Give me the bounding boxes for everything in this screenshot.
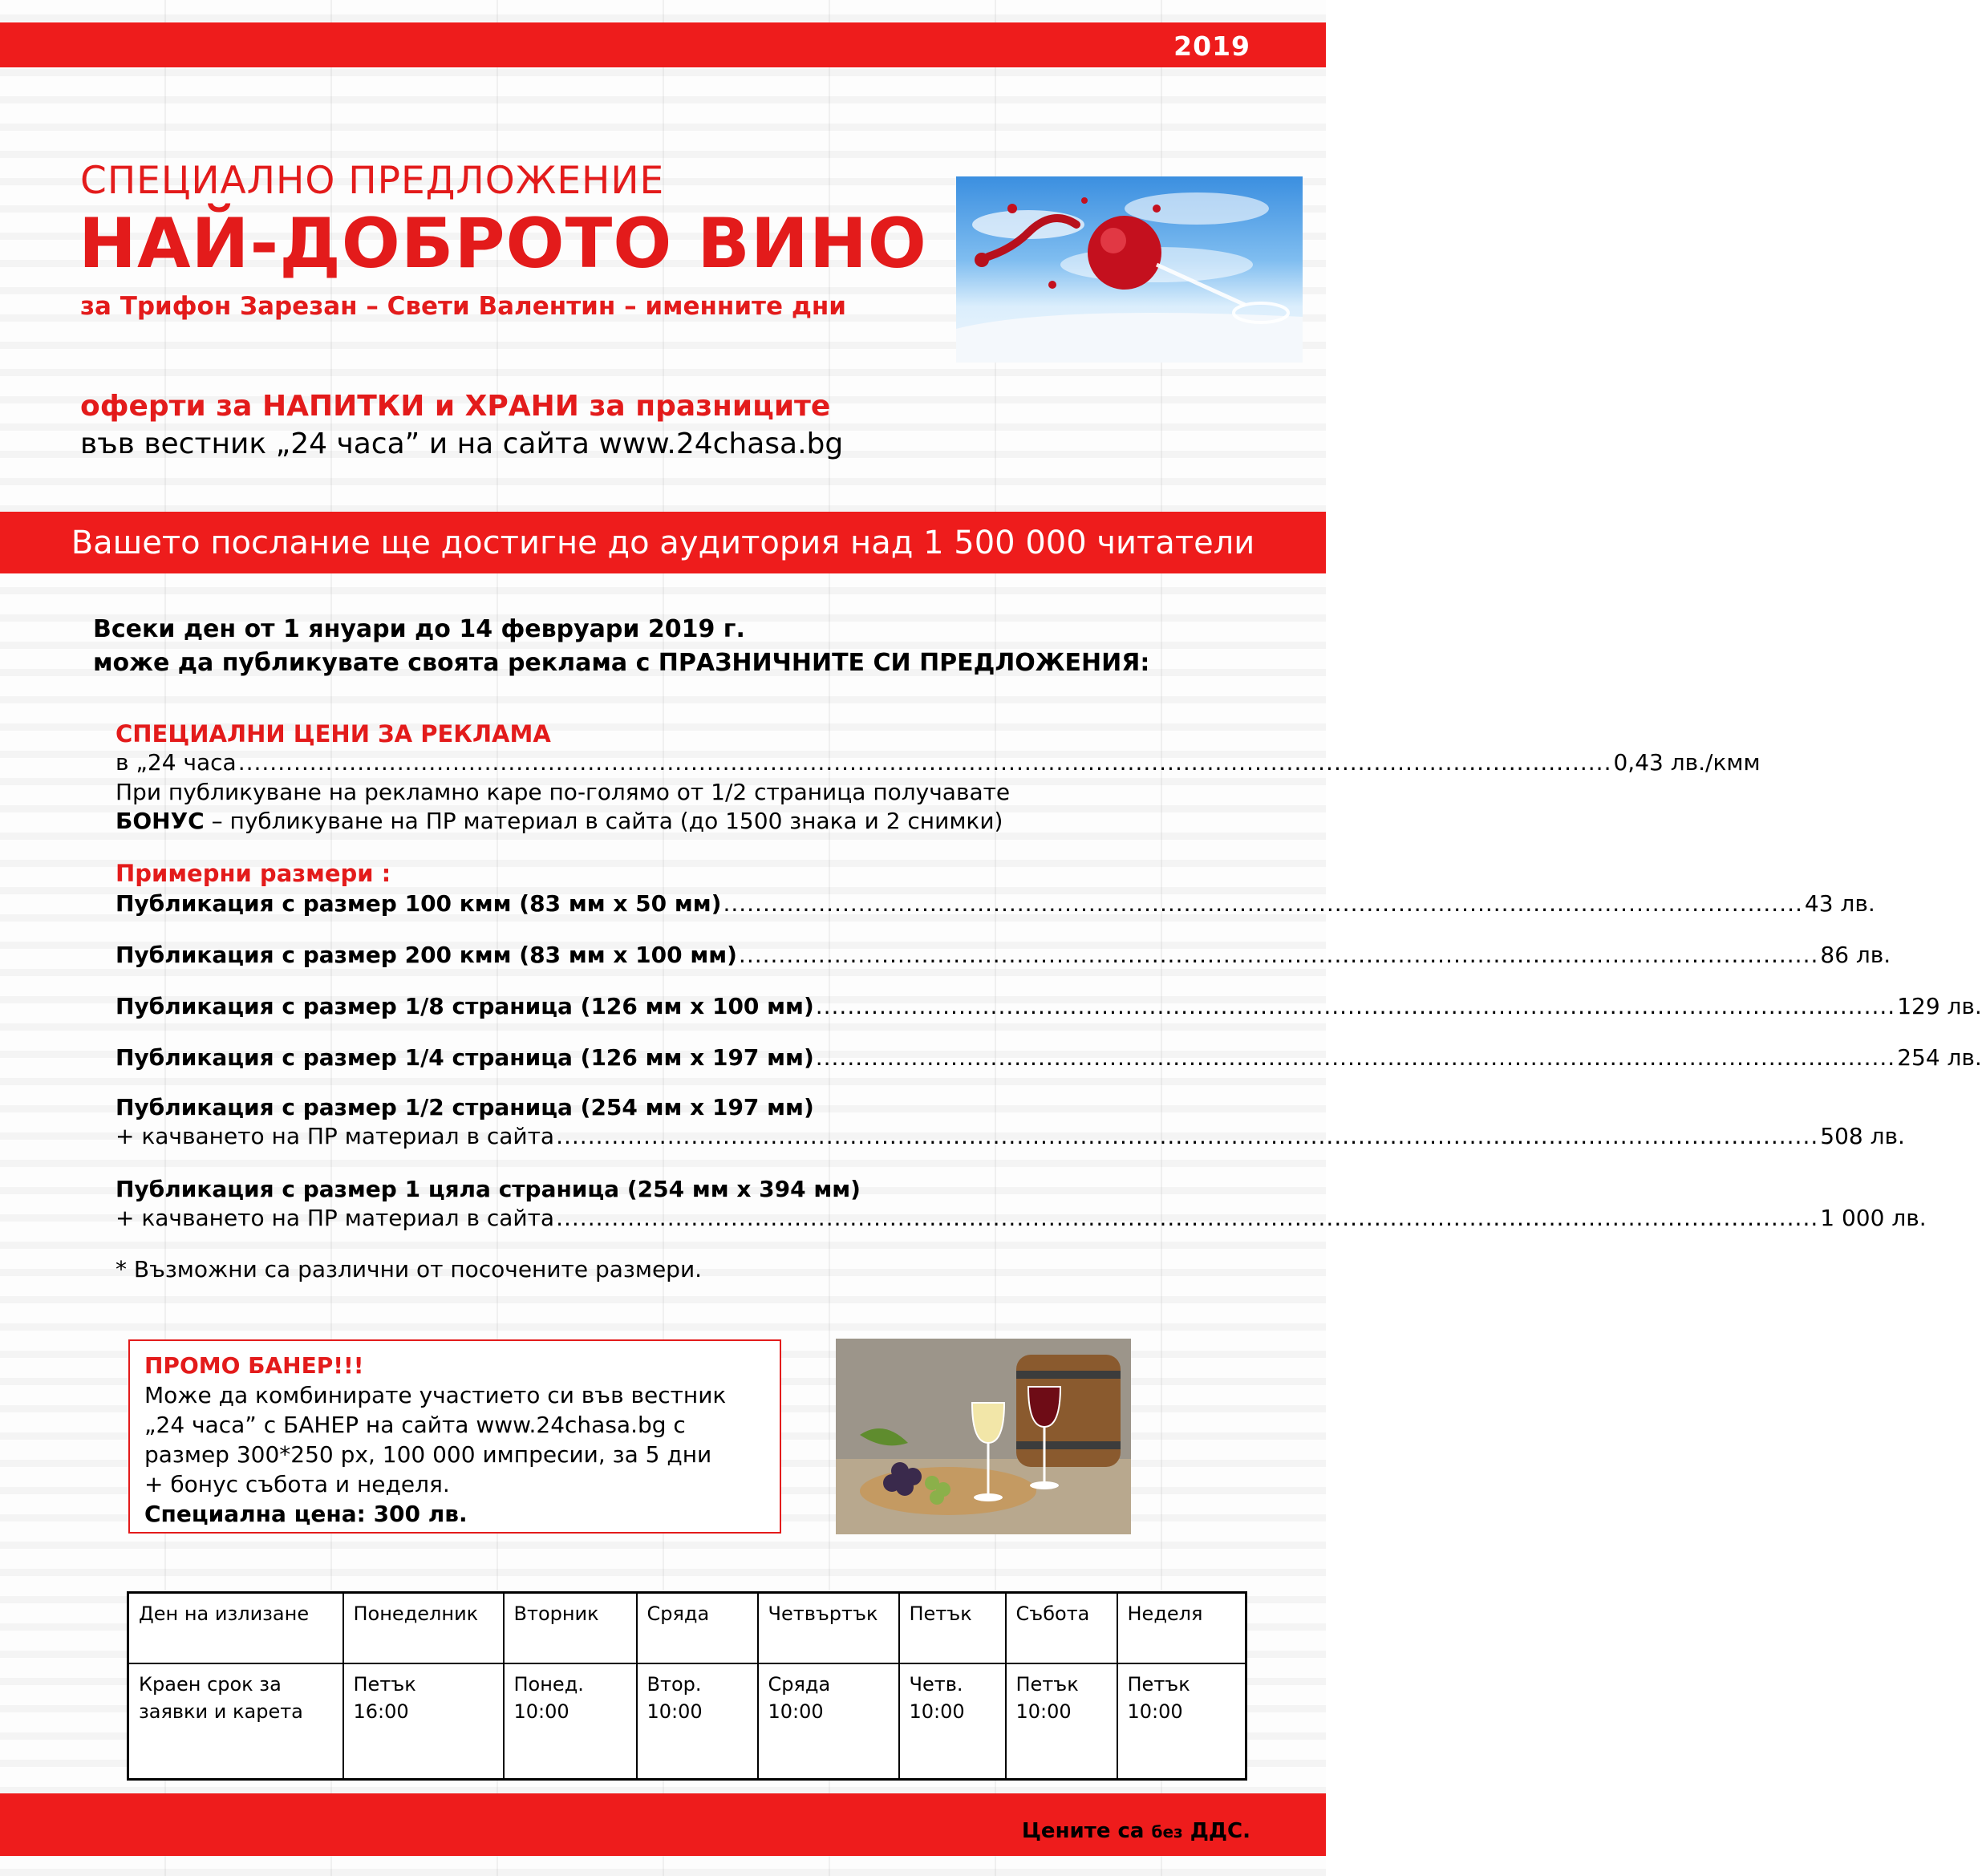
leader-dots: ............................................................................................................................................................... bbox=[556, 1205, 1819, 1231]
size-row bbox=[116, 942, 1891, 968]
deadline-day: Четв. bbox=[909, 1672, 963, 1696]
price-value: 0,43 лв./кмм bbox=[1613, 749, 1761, 776]
promo-price: Специална цена: 300 лв. bbox=[144, 1501, 468, 1527]
deadline-cell bbox=[637, 1663, 758, 1780]
deadline-cell bbox=[1117, 1663, 1246, 1780]
promo-line-4: + бонус събота и неделя. bbox=[144, 1471, 450, 1497]
size-label: Публикация с размер 1/4 страница (126 мм х 197 мм) bbox=[116, 1044, 814, 1071]
half-page-row bbox=[116, 1123, 1905, 1149]
bonus-line-1: При публикуване на рекламно каре по-голямо от 1/2 страница получавате bbox=[116, 779, 1011, 805]
deadline-time: 10:00 bbox=[513, 1700, 569, 1723]
deadline-cell bbox=[504, 1663, 637, 1780]
size-row bbox=[116, 890, 1875, 917]
bonus-line-2 bbox=[116, 807, 1003, 836]
day-friday: Петък bbox=[899, 1593, 1006, 1663]
deadline-cell bbox=[758, 1663, 899, 1780]
example-sizes-title: Примерни размери : bbox=[116, 860, 391, 887]
occasions-subtitle: за Трифон Зарезан – Свети Валентин – именните дни bbox=[80, 292, 847, 321]
bonus-text: – публикуване на ПР материал в сайта (до 1500 знака и 2 снимки) bbox=[204, 808, 1003, 834]
deadline-day: Сряда bbox=[768, 1672, 831, 1696]
day-thursday: Четвъртък bbox=[758, 1593, 899, 1663]
size-price: 129 лв. bbox=[1897, 993, 1982, 1019]
size-label: Публикация с размер 100 кмм (83 мм х 50 мм) bbox=[116, 890, 722, 917]
promo-title: ПРОМО БАНЕР!!! bbox=[144, 1352, 364, 1379]
size-price: 254 лв. bbox=[1897, 1044, 1982, 1071]
day-sunday: Неделя bbox=[1117, 1593, 1246, 1663]
promo-line-1: Може да комбинирате участието си във вестник bbox=[144, 1382, 727, 1408]
intro-block bbox=[93, 613, 1149, 680]
day-monday: Понеделник bbox=[343, 1593, 504, 1663]
day-tuesday: Вторник bbox=[504, 1593, 637, 1663]
row-label-deadline: Краен срок за заявки и карета bbox=[128, 1663, 343, 1780]
top-red-bar bbox=[0, 22, 1326, 67]
leader-dots: ........................................................................................................................................ bbox=[815, 1044, 1896, 1071]
bottom-red-bar bbox=[0, 1793, 1326, 1856]
intro-line-1: Всеки ден от 1 януари до 14 февруари 2019 г. bbox=[93, 615, 745, 643]
leader-dots: ........................................................................................................................................ bbox=[738, 942, 1819, 968]
audience-banner bbox=[0, 512, 1326, 573]
leader-dots: ............................................................................................................................................................................. bbox=[237, 749, 1612, 776]
row-label-release-day: Ден на излизане bbox=[128, 1593, 343, 1663]
leader-dots: ............................................................................................................................................................... bbox=[556, 1123, 1819, 1149]
deadline-time: 16:00 bbox=[353, 1700, 409, 1723]
half-page-title: Публикация с размер 1/2 страница (254 мм х 197 мм) bbox=[116, 1094, 814, 1120]
intro-line-2: може да публикувате своята реклама с ПРАЗНИЧНИТЕ СИ ПРЕДЛОЖЕНИЯ: bbox=[93, 649, 1150, 677]
half-page-plus: + качването на ПР материал в сайта bbox=[116, 1123, 555, 1149]
day-saturday: Събота bbox=[1006, 1593, 1117, 1663]
audience-text: Вашето послание ще достигне до аудитория над 1 500 000 читатели bbox=[71, 524, 1255, 561]
special-offer-label: СПЕЦИАЛНО ПРЕДЛОЖЕНИЕ bbox=[80, 159, 665, 203]
price-row bbox=[116, 749, 1761, 776]
deadline-day: Понед. bbox=[513, 1672, 584, 1696]
promo-line-2: „24 часа” с БАНЕР на сайта www.24chasa.bg с bbox=[144, 1412, 686, 1438]
deadline-time: 10:00 bbox=[646, 1700, 703, 1723]
table-row bbox=[128, 1593, 1246, 1663]
wine-glass-splash-icon bbox=[956, 176, 1303, 363]
wine-splash-image bbox=[956, 176, 1303, 363]
price-label: в „24 часа bbox=[116, 749, 237, 776]
vat-note-b: ДДС. bbox=[1182, 1819, 1250, 1843]
deadline-day: Петък bbox=[1015, 1672, 1079, 1696]
deadline-day: Петък bbox=[1127, 1672, 1190, 1696]
vat-note-a: Цените са bbox=[1021, 1819, 1152, 1843]
sizes-disclaimer: * Възможни са различни от посочените размери. bbox=[116, 1256, 703, 1282]
promo-banner-box bbox=[128, 1339, 781, 1534]
deadline-time: 10:00 bbox=[768, 1700, 824, 1723]
deadline-time: 10:00 bbox=[909, 1700, 965, 1723]
table-row bbox=[128, 1663, 1246, 1780]
size-row bbox=[116, 993, 1982, 1019]
full-page-price: 1 000 лв. bbox=[1820, 1205, 1927, 1231]
half-page-price: 508 лв. bbox=[1820, 1123, 1905, 1149]
deadline-cell bbox=[343, 1663, 504, 1780]
full-page-title: Публикация с размер 1 цяла страница (254 мм х 394 мм) bbox=[116, 1176, 861, 1202]
deadline-cell bbox=[899, 1663, 1006, 1780]
size-price: 86 лв. bbox=[1820, 942, 1891, 968]
year-label: 2019 bbox=[1173, 30, 1250, 62]
deadline-day: Втор. bbox=[646, 1672, 702, 1696]
vat-note bbox=[1022, 1819, 1250, 1843]
leader-dots: ........................................................................................................................................ bbox=[815, 993, 1896, 1019]
promo-line-3: размер 300*250 px, 100 000 импресии, за 5 дни bbox=[144, 1441, 712, 1468]
size-label: Публикация с размер 200 кмм (83 мм х 100 мм) bbox=[116, 942, 737, 968]
deadline-cell bbox=[1006, 1663, 1117, 1780]
deadline-time: 10:00 bbox=[1127, 1700, 1183, 1723]
bonus-word: БОНУС bbox=[116, 808, 205, 834]
size-price: 43 лв. bbox=[1804, 890, 1875, 917]
day-wednesday: Сряда bbox=[637, 1593, 758, 1663]
vat-note-small: без bbox=[1151, 1822, 1183, 1842]
size-row bbox=[116, 1044, 1982, 1071]
headline: НАЙ-ДОБРОТО ВИНО bbox=[79, 204, 927, 284]
deadline-schedule-table bbox=[127, 1591, 1247, 1781]
size-label: Публикация с размер 1/8 страница (126 мм х 100 мм) bbox=[116, 993, 814, 1019]
deadline-time: 10:00 bbox=[1015, 1700, 1072, 1723]
deadline-day: Петък bbox=[353, 1672, 416, 1696]
special-prices-title: СПЕЦИАЛНИ ЦЕНИ ЗА РЕКЛАМА bbox=[116, 720, 551, 748]
leader-dots: ........................................................................................................................................ bbox=[723, 890, 1803, 917]
offers-line: оферти за НАПИТКИ и ХРАНИ за празниците bbox=[80, 390, 831, 423]
wine-barrel-photo bbox=[836, 1339, 1131, 1534]
full-page-row bbox=[116, 1205, 1927, 1231]
newspaper-line: във вестник „24 часа” и на сайта www.24chasa.bg bbox=[80, 427, 844, 460]
wine-barrel-grapes-icon bbox=[836, 1339, 1131, 1534]
full-page-plus: + качването на ПР материал в сайта bbox=[116, 1205, 555, 1231]
